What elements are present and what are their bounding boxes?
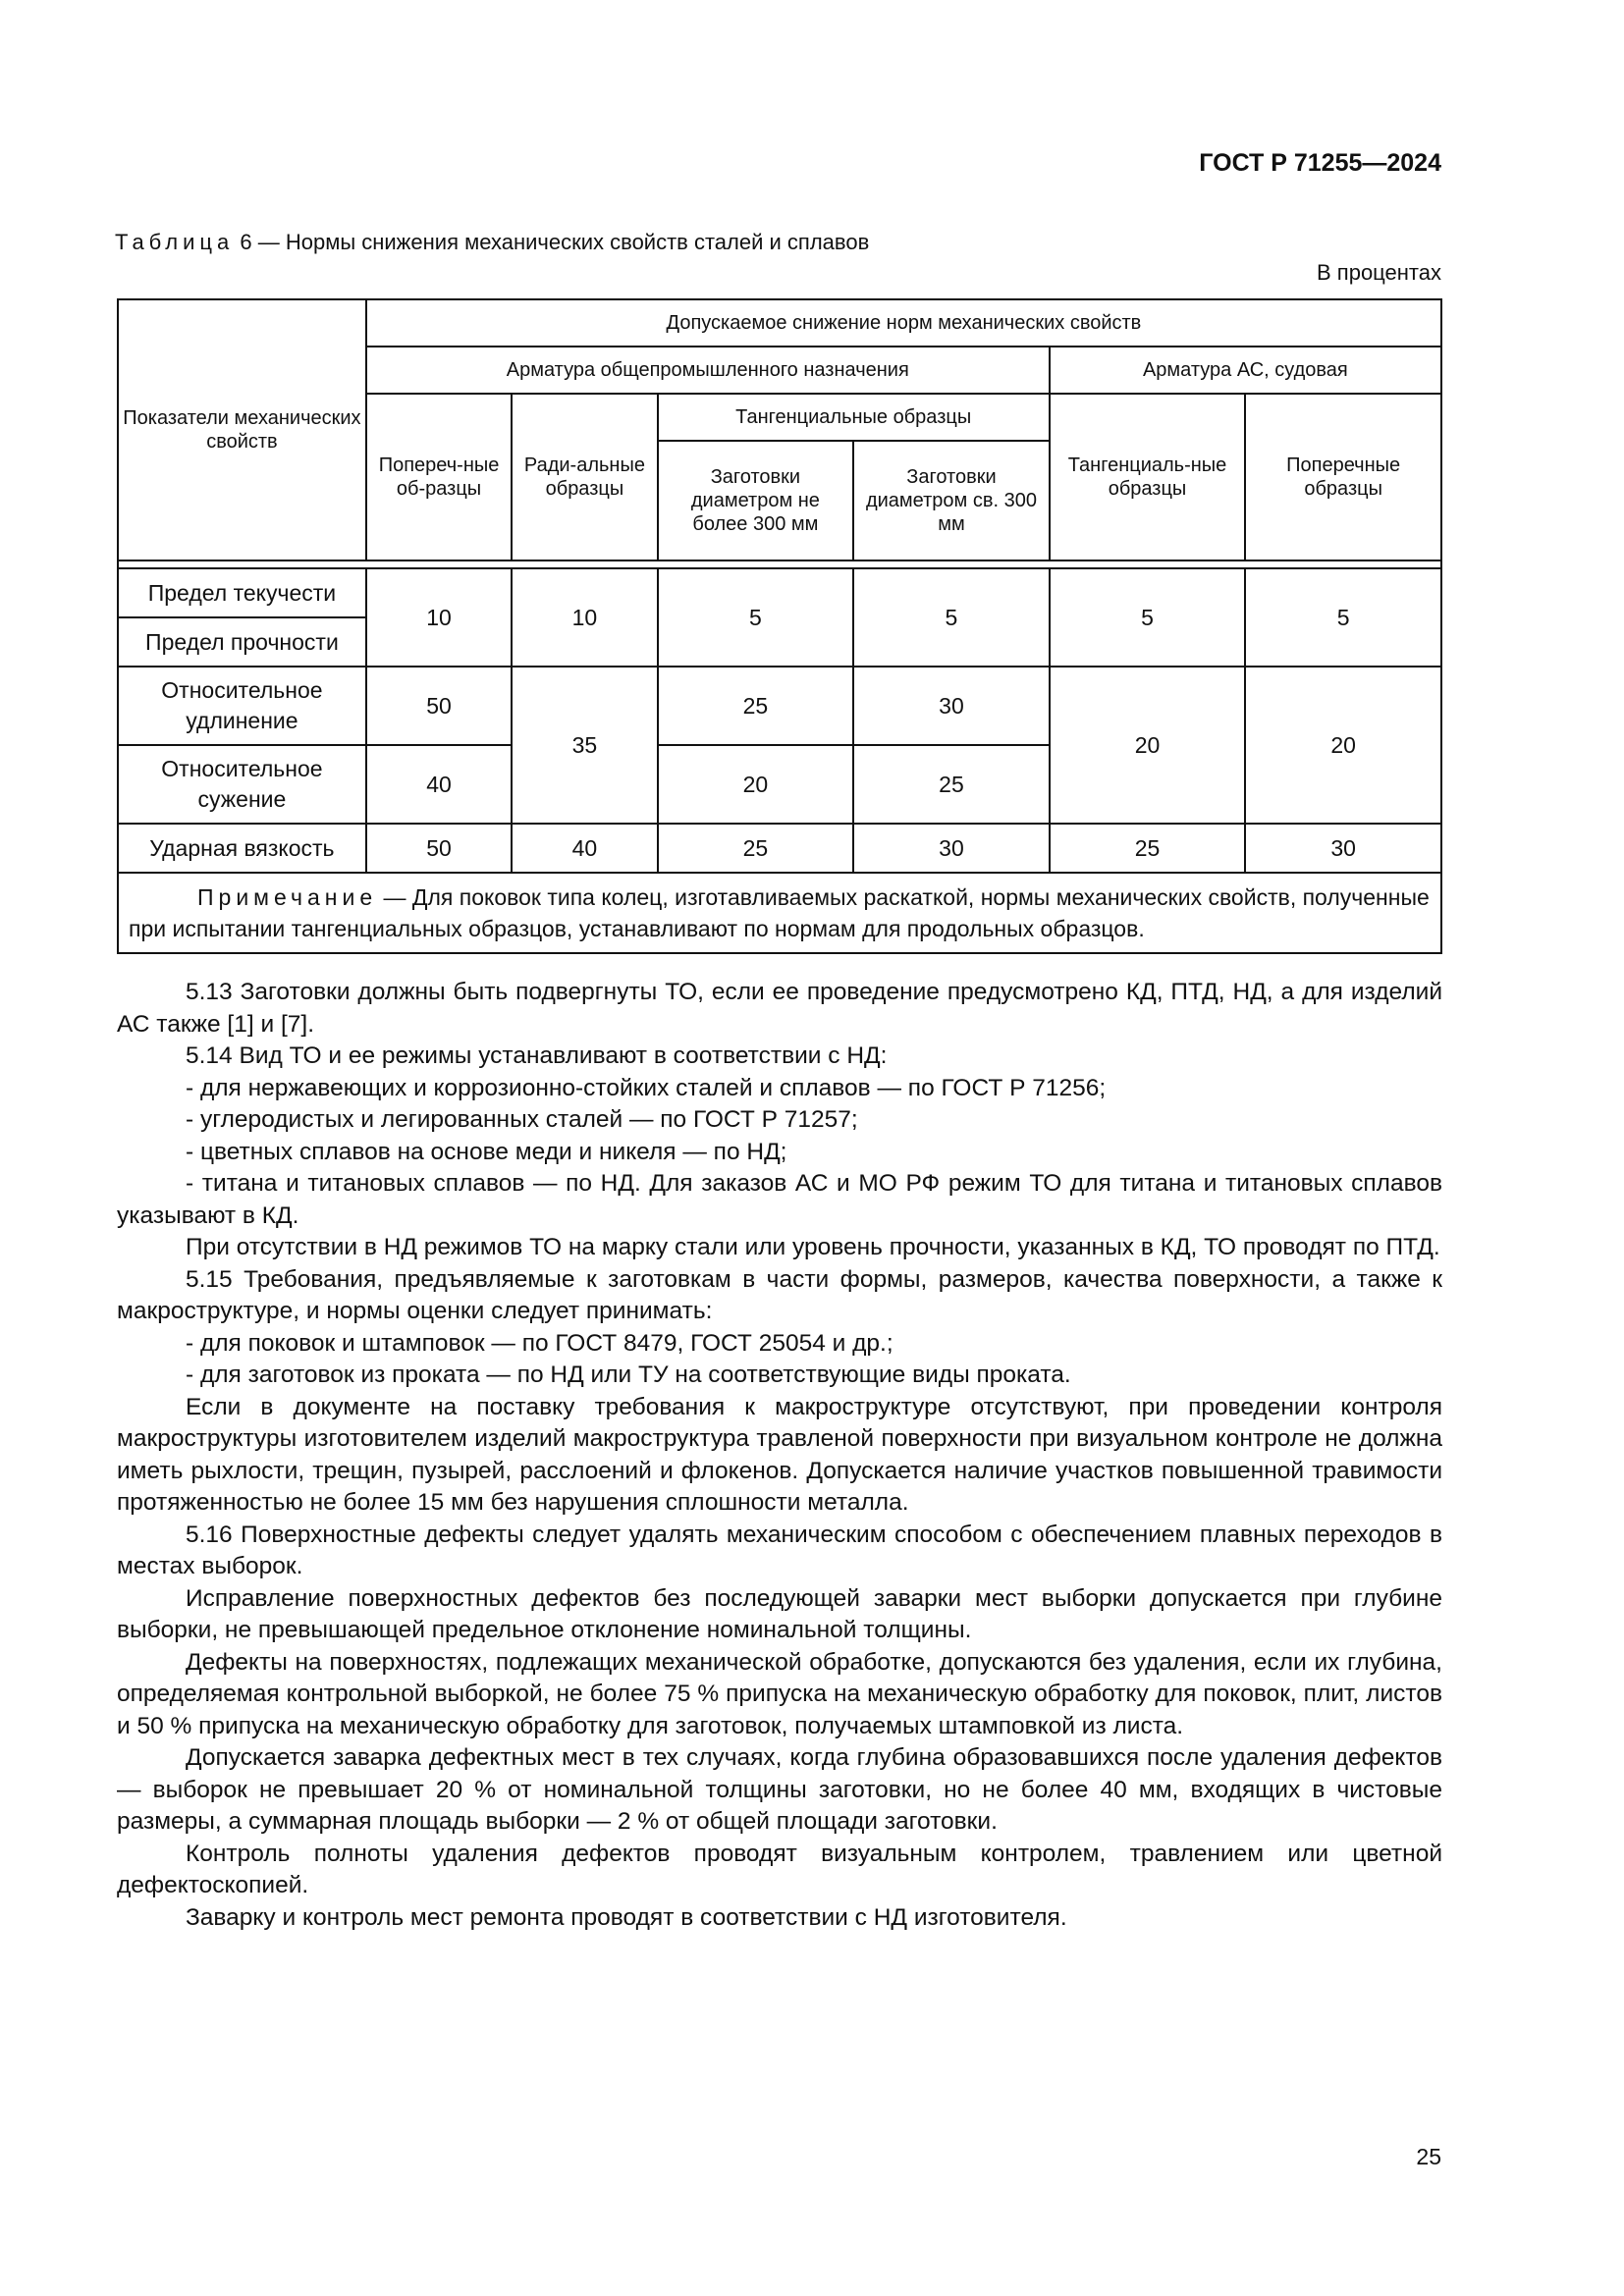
row-label-yield: Предел текучести xyxy=(118,568,366,617)
paragraph: - для заготовок из проката — по НД или ТУ на соответствующие виды проката. xyxy=(186,1362,1071,1388)
table-cell: 5 xyxy=(658,568,854,667)
table-cell: 30 xyxy=(853,824,1050,873)
row-label-impact: Ударная вязкость xyxy=(118,824,366,873)
table-cell: 30 xyxy=(1245,824,1441,873)
table-cell: 20 xyxy=(1245,667,1441,824)
body-text xyxy=(117,977,1442,1934)
note-text: — Для поковок типа колец, изготавливаемых раскаткой, нормы механических свойств, полученные при испытании тангенциальных образцов, устанавливают по нормам для продольных образцов. xyxy=(129,884,1430,941)
row-label-reduction: Относительное сужение xyxy=(118,745,366,824)
table-cell: 50 xyxy=(366,824,512,873)
header-allowed-reduction: Допускаемое снижение норм механических свойств xyxy=(366,299,1441,347)
table-caption-label: Таблица xyxy=(115,230,235,254)
paragraph: - для поковок и штамповок — по ГОСТ 8479, ГОСТ 25054 и др.; xyxy=(186,1329,893,1357)
table-cell: 5 xyxy=(1245,568,1441,667)
table-cell: 35 xyxy=(512,667,657,824)
table-cell: 30 xyxy=(853,667,1050,745)
header-transverse-samples-as: Поперечные образцы xyxy=(1245,394,1441,561)
row-label-strength: Предел прочности xyxy=(118,617,366,667)
table-cell: 10 xyxy=(366,568,512,667)
header-blanks-le-300: Заготовки диаметром не более 300 мм xyxy=(658,441,854,561)
table-cell: 40 xyxy=(366,745,512,824)
header-transverse-samples: Попереч-ные об-разцы xyxy=(366,394,512,561)
paragraph: Контроль полноты удаления дефектов проводят визуальным контролем, травлением или цветной дефектоскопией. xyxy=(117,1840,1442,1898)
header-properties: Показатели механических свойств xyxy=(118,299,366,561)
table-caption-text: 6 — Нормы снижения механических свойств сталей и сплавов xyxy=(234,230,870,254)
table-separator xyxy=(118,561,1441,568)
table-cell: 20 xyxy=(1050,667,1246,824)
document-code: ГОСТ Р 71255—2024 xyxy=(1199,149,1441,177)
table-cell: 50 xyxy=(366,667,512,745)
header-tangential-samples-as: Тангенциаль-ные образцы xyxy=(1050,394,1246,561)
paragraph: Дефекты на поверхностях, подлежащих механической обработке, допускаются без удаления, если их глубина, определяемая контрольной выборкой, не более 75 % припуска на механическую обработку для поковок, плит, листов и 50 % припуска на механическую обработку для заготовок, получаемых штамповкой из листа. xyxy=(117,1648,1442,1739)
paragraph: - углеродистых и легированных сталей — по ГОСТ Р 71257; xyxy=(186,1106,858,1133)
table-cell: 25 xyxy=(1050,824,1246,873)
page-number: 25 xyxy=(1416,2144,1441,2169)
paragraph: Если в документе на поставку требования к макроструктуре отсутствуют, при проведении контроля макроструктуры изготовителем изделий макроструктура травленой поверхности при визуальном контроле не должна иметь рыхлости, трещин, пузырей, расслоений и флокенов. Допускается наличие участков повышенной травимости протяженностью не более 15 мм без нарушения сплошности металла. xyxy=(117,1393,1442,1516)
header-nuclear-marine: Арматура АС, судовая xyxy=(1050,347,1441,394)
paragraph: 5.13 Заготовки должны быть подвергнуты ТО, если ее проведение предусмотрено КД, ПТД, НД, а для изделий АС также [1] и [7]. xyxy=(117,979,1442,1038)
header-tangential-samples: Тангенциальные образцы xyxy=(658,394,1050,441)
paragraph: - титана и титановых сплавов — по НД. Для заказов АС и МО РФ режим ТО для титана и титановых сплавов указывают в КД. xyxy=(117,1170,1442,1229)
paragraph: Допускается заварка дефектных мест в тех случаях, когда глубина образовавшихся после удаления дефектов — выборок не превышает 20 % от номинальной толщины заготовки, но не более 40 мм, входящих в чистовые размеры, а суммарная площадь выборки — 2 % от общей площади заготовки. xyxy=(117,1744,1442,1835)
table-caption xyxy=(115,230,869,255)
table-cell: 25 xyxy=(658,824,854,873)
table-cell: 40 xyxy=(512,824,657,873)
paragraph: При отсутствии в НД режимов ТО на марку стали или уровень прочности, указанных в КД, ТО проводят по ПТД. xyxy=(186,1234,1440,1260)
paragraph: 5.16 Поверхностные дефекты следует удалять механическим способом с обеспечением плавных переходов в местах выборок. xyxy=(117,1521,1442,1579)
table-cell: 25 xyxy=(658,667,854,745)
row-label-elongation: Относительное удлинение xyxy=(118,667,366,745)
paragraph: Заварку и контроль мест ремонта проводят в соответствии с НД изготовителя. xyxy=(186,1903,1067,1931)
norms-table xyxy=(117,298,1442,954)
paragraph: 5.15 Требования, предъявляемые к заготовкам в части формы, размеров, качества поверхности, а также к макроструктуре, и нормы оценки следует принимать: xyxy=(117,1265,1442,1324)
table-cell: 10 xyxy=(512,568,657,667)
table-cell: 5 xyxy=(853,568,1050,667)
table-cell: 20 xyxy=(658,745,854,824)
paragraph: - для нержавеющих и коррозионно-стойких сталей и сплавов — по ГОСТ Р 71256; xyxy=(186,1074,1107,1101)
table-cell: 25 xyxy=(853,745,1050,824)
table-units: В процентах xyxy=(1317,260,1441,285)
header-blanks-gt-300: Заготовки диаметром св. 300 мм xyxy=(853,441,1050,561)
paragraph: Исправление поверхностных дефектов без последующей заварки мест выборки допускается при глубине выборки, не превышающей предельное отклонение номинальной толщины. xyxy=(117,1584,1442,1643)
note-label: Примечание xyxy=(197,884,378,910)
table-note xyxy=(118,873,1441,953)
paragraph: 5.14 Вид ТО и ее режимы устанавливают в соответствии с НД: xyxy=(186,1042,888,1069)
paragraph: - цветных сплавов на основе меди и никеля — по НД; xyxy=(186,1138,787,1165)
header-general-industrial: Арматура общепромышленного назначения xyxy=(366,347,1050,394)
header-radial-samples: Ради-альные образцы xyxy=(512,394,657,561)
table-cell: 5 xyxy=(1050,568,1246,667)
